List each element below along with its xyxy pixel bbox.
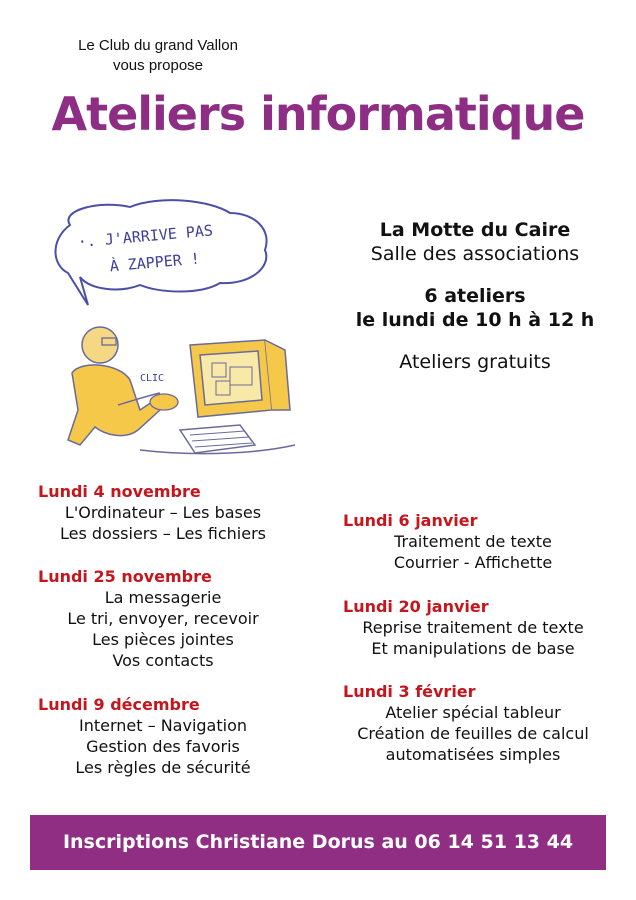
session-topic: Les dossiers – Les fichiers bbox=[59, 524, 266, 543]
speech-line-2: À ZAPPER ! bbox=[108, 249, 201, 276]
intro-line-1: Le Club du grand Vallon bbox=[78, 37, 238, 54]
mouse-icon bbox=[150, 394, 178, 410]
session-topic: Traitement de texte bbox=[394, 532, 552, 551]
session-topic: Les règles de sécurité bbox=[75, 758, 251, 777]
session-topic: La messagerie bbox=[104, 588, 222, 607]
venue-room: Salle des associations bbox=[370, 243, 580, 265]
session-topic: Les pièces jointes bbox=[92, 630, 234, 649]
session-topic: L'Ordinateur – Les bases bbox=[64, 503, 262, 522]
session-topic: Le tri, envoyer, recevoir bbox=[67, 609, 259, 628]
session-date: Lundi 25 novembre bbox=[38, 567, 212, 586]
session-topic: Vos contacts bbox=[112, 651, 214, 670]
session-3 bbox=[38, 694, 288, 778]
schedule: le lundi de 10 h à 12 h bbox=[355, 309, 595, 331]
session-date: Lundi 6 janvier bbox=[343, 511, 478, 530]
price-info: Ateliers gratuits bbox=[399, 351, 551, 373]
session-topic: Gestion des favoris bbox=[86, 737, 240, 756]
monitor-screen bbox=[200, 351, 262, 405]
session-date: Lundi 3 février bbox=[343, 682, 476, 701]
session-5 bbox=[343, 596, 603, 659]
session-6 bbox=[343, 681, 603, 765]
session-4 bbox=[343, 510, 603, 573]
session-topic: Et manipulations de base bbox=[371, 639, 575, 658]
session-topic: Courrier - Affichette bbox=[393, 553, 553, 572]
session-date: Lundi 9 décembre bbox=[38, 695, 200, 714]
sessions-count: 6 ateliers bbox=[424, 285, 526, 307]
cartoon-illustration bbox=[40, 195, 300, 465]
session-topic: automatisées simples bbox=[385, 745, 561, 764]
session-1 bbox=[38, 481, 288, 544]
intro-text bbox=[0, 36, 316, 76]
session-topic: Atelier spécial tableur bbox=[385, 703, 561, 722]
session-topic: Création de feuilles de calcul bbox=[357, 724, 589, 743]
session-topic: Reprise traitement de texte bbox=[362, 618, 584, 637]
intro-line-2: vous propose bbox=[112, 57, 204, 74]
sound-effect: CLIC bbox=[140, 373, 165, 384]
page-title: Ateliers informatique bbox=[51, 87, 585, 141]
speech-line-1: ·. J'ARRIVE PAS bbox=[77, 221, 214, 252]
venue-info bbox=[345, 218, 605, 374]
session-2 bbox=[38, 566, 288, 671]
session-topic: Internet – Navigation bbox=[79, 716, 247, 735]
session-date: Lundi 4 novembre bbox=[38, 482, 201, 501]
venue-place: La Motte du Caire bbox=[379, 219, 571, 241]
session-date: Lundi 20 janvier bbox=[343, 597, 489, 616]
registration-info: Inscriptions Christiane Dorus au 06 14 51 13 44 bbox=[62, 831, 574, 853]
